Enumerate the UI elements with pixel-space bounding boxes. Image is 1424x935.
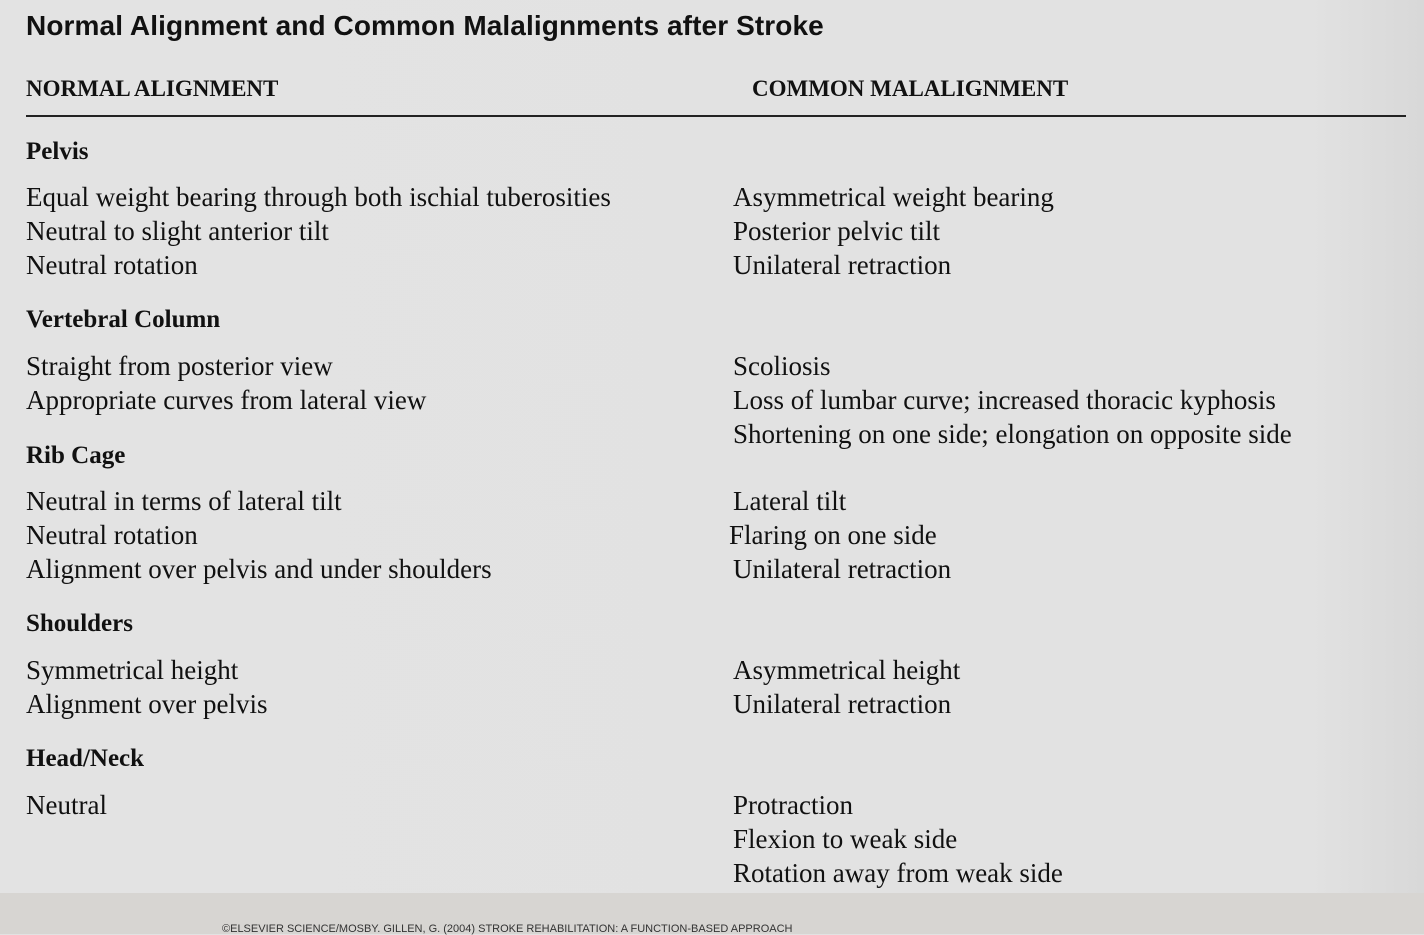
page-title: Normal Alignment and Common Malalignments after Stroke (26, 10, 824, 41)
normal-item: Alignment over pelvis and under shoulders (26, 554, 492, 584)
malalignment-item: Lateral tilt (733, 486, 847, 516)
malalignment-item: Loss of lumbar curve; increased thoracic kyphosis (733, 385, 1276, 415)
section-heading-pelvis: Pelvis (26, 138, 89, 165)
malalignment-item: Unilateral retraction (733, 250, 952, 280)
malalignment-item: Protraction (733, 790, 853, 820)
malalignment-item: Scoliosis (733, 351, 831, 381)
normal-item: Equal weight bearing through both ischial tuberosities (26, 182, 611, 212)
normal-item: Alignment over pelvis (26, 689, 268, 719)
malalignment-item: Shortening on one side; elongation on opposite side (733, 419, 1292, 449)
malalignment-item: Rotation away from weak side (733, 858, 1063, 888)
section-heading-rib-cage: Rib Cage (26, 442, 126, 469)
column-header-malalignment: COMMON MALALIGNMENT (752, 76, 1069, 101)
header-rule (26, 115, 1406, 117)
malalignment-item: Flaring on one side (729, 520, 937, 550)
malalignment-item: Posterior pelvic tilt (733, 216, 940, 246)
malalignment-item: Unilateral retraction (733, 554, 952, 584)
copyright-credit: ©ELSEVIER SCIENCE/MOSBY. GILLEN, G. (2004) STROKE REHABILITATION: A FUNCTION-BASED APPROACH (222, 923, 793, 935)
normal-item: Symmetrical height (26, 655, 239, 685)
normal-item: Straight from posterior view (26, 351, 333, 381)
malalignment-item: Asymmetrical weight bearing (733, 182, 1054, 212)
normal-item: Neutral in terms of lateral tilt (26, 486, 342, 516)
normal-item: Neutral to slight anterior tilt (26, 216, 329, 246)
malalignment-item: Flexion to weak side (733, 824, 958, 854)
section-heading-head-neck: Head/Neck (26, 745, 145, 772)
column-header-normal: NORMAL ALIGNMENT (26, 76, 279, 101)
normal-item: Appropriate curves from lateral view (26, 385, 427, 415)
footer-bar (0, 893, 1424, 934)
malalignment-item: Unilateral retraction (733, 689, 952, 719)
malalignment-item: Asymmetrical height (733, 655, 961, 685)
normal-item: Neutral rotation (26, 520, 198, 550)
section-heading-shoulders: Shoulders (26, 610, 133, 637)
normal-item: Neutral (26, 790, 107, 820)
section-heading-vertebral-column: Vertebral Column (26, 306, 221, 333)
normal-item: Neutral rotation (26, 250, 198, 280)
